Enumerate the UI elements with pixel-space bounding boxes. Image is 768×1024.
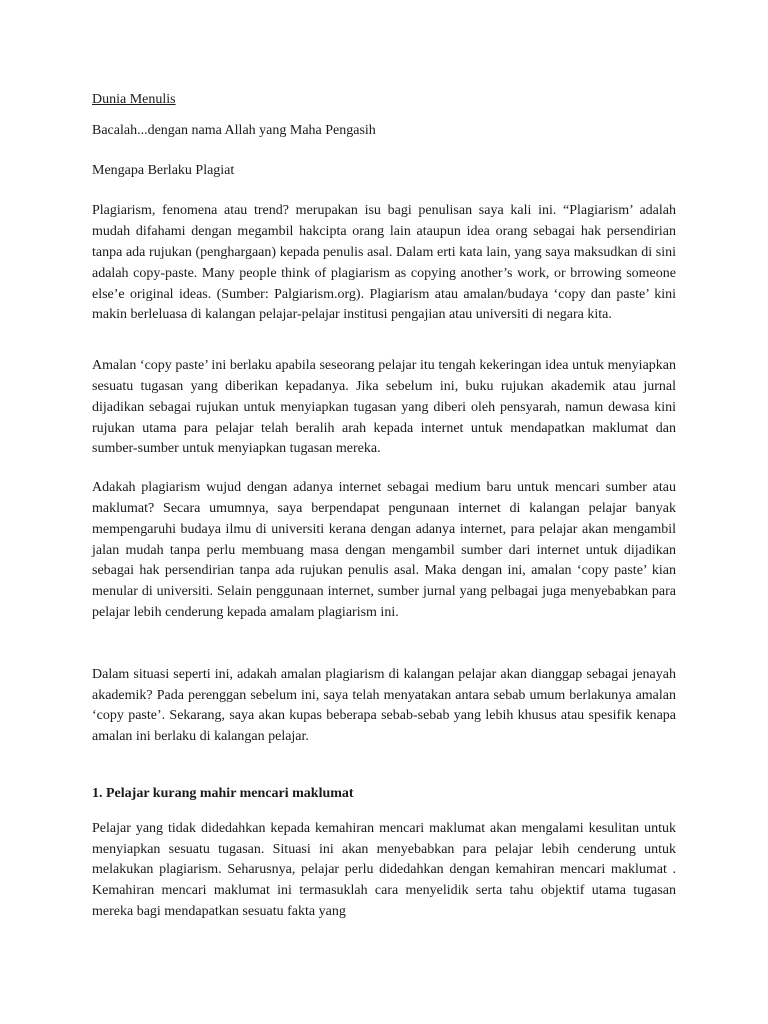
section-paragraph: Pelajar yang tidak didedahkan kepada kemahiran mencari maklumat akan mengalami kesulitan untuk menyiapkan sesuatu tugasan. Situasi ini akan menyebabkan para pelajar lebih cenderung untuk melakukan plagiarism. Seharusnya, pelajar perlu didedahkan dengan kemahiran mencari maklumat . Kemahiran mencari maklumat ini termasuklah cara menyelidik serta tahu objektif utama tugasan mereka bagi mendapatkan sesuatu fakta yang — [92, 820, 676, 919]
section-heading: 1. Pelajar kurang mahir mencari maklumat — [92, 785, 354, 801]
paragraph: Adakah plagiarism wujud dengan adanya internet sebagai medium baru untuk mencari sumber atau maklumat? Secara umumnya, saya berpendapat pengunaan internet di kalangan pelajar banyak mempengaruhi budaya ilmu di universiti kerana dengan adanya internet, para pelajar akan mengambil jalan mudah tanpa perlu membuang masa dengan mengambil sumber dari internet untuk dijadikan sebagai hak persendirian tanpa ada rujukan penulis asal. Maka dengan ini, amalan ‘copy paste’ kian menular di universiti. Selain penggunaan internet, sumber jurnal yang pelbagai juga menyebabkan para pelajar lebih cenderung kepada amalam plagiarism ini. — [92, 480, 676, 620]
paragraph: Dalam situasi seperti ini, adakah amalan plagiarism di kalangan pelajar akan dianggap sebagai jenayah akademik? Pada perenggan sebelum ini, saya telah menyatakan antara sebab umum berlakunya amalan ‘copy paste’. Sekarang, saya akan kupas beberapa sebab-sebab yang lebih khusus atau spesifik kenapa amalan ini berlaku di kalangan pelajar. — [92, 666, 676, 745]
paragraph: Plagiarism, fenomena atau trend? merupakan isu bagi penulisan saya kali ini. “Plagiarism’ adalah mudah difahami dengan megambil hakcipta orang lain ataupun idea orang sebagai hak persendirian tanpa ada rujukan (penghargaan) kepada penulis asal. Dalam erti kata lain, yang saya maksudkan di sini adalah copy-paste. Many people think of plagiarism as copying another’s work, or brrowing someone else’e original ideas. (Sumber: Palgiarism.org). Plagiarism atau amalan/budaya ‘copy dan paste’ kini makin berleluasa di kalangan pelajar-pelajar institusi pengajian atau universiti di negara kita. — [92, 203, 676, 323]
document-subtitle: Bacalah...dengan nama Allah yang Maha Pengasih — [92, 122, 376, 138]
document-title: Dunia Menulis — [92, 92, 176, 107]
document-topic: Mengapa Berlaku Plagiat — [92, 162, 235, 178]
document-page — [92, 90, 676, 923]
paragraph: Amalan ‘copy paste’ ini berlaku apabila seseorang pelajar itu tengah kekeringan idea untuk menyiapkan sesuatu tugasan yang diberikan kepadanya. Jika sebelum ini, buku rujukan akademik atau jurnal dijadikan sebagai rujukan untuk menyiapkan tugasan yang diberi oleh pensyarah, namun dewasa kini rujukan utama para pelajar telah beralih arah kepada internet untuk mendapatkan maklumat dan sumber-sumber untuk menyiapkan tugasan mereka. — [92, 358, 676, 457]
